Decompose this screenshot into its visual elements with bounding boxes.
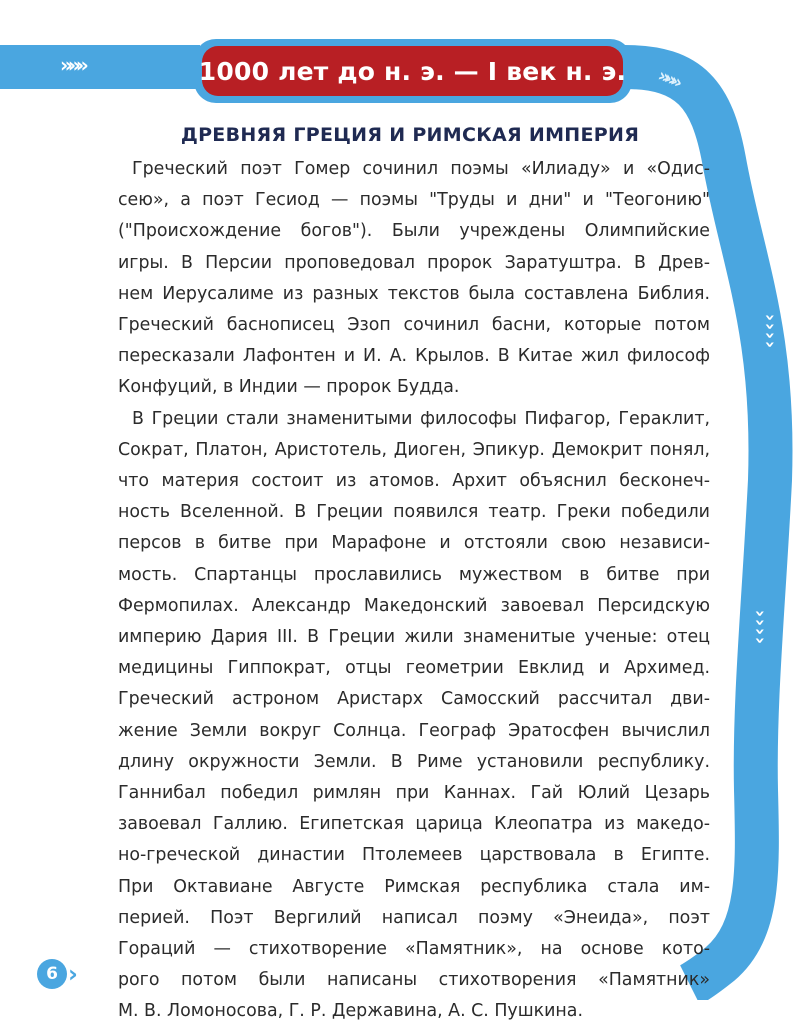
text-line: игры. В Персии проповедовал пророк Заратуштра. В Древ- (118, 252, 710, 273)
text-line: Греческий астроном Аристарх Самосский рассчитал дви- (118, 689, 710, 710)
text-line: Греческий поэт Гомер сочинил поэмы «Илиаду» и «Одис- (132, 159, 710, 179)
text-line: империю Дария III. В Греции жили знаменитые ученые: отец (118, 627, 710, 648)
text-line: мость. Спартанцы прославились мужеством в битве при (118, 564, 710, 585)
chevron-right-icon: › (68, 960, 78, 988)
text-line: перией. Поэт Вергилий написал поэму «Энеида», поэт (118, 907, 710, 928)
chevron-down-icon: › (759, 331, 781, 340)
chevron-down-icon: › (759, 322, 781, 331)
text-line: жение Земли вокруг Солнца. Географ Эратосфен вычислил (118, 720, 710, 741)
text-line: медицины Гиппократ, отцы геометрии Евклид и Архимед. (118, 658, 710, 679)
text-line: длину окружности Земли. В Риме установили республику. (118, 751, 710, 772)
text-line: Сократ, Платон, Аристотель, Диоген, Эпикур. Демокрит понял, (118, 439, 710, 460)
chevron-down-icon: › (749, 609, 771, 618)
text-line: При Октавиане Августе Римская республика стала им- (118, 876, 710, 897)
text-line: М. В. Ломоносова, Г. Р. Державина, А. С. Пушкина. (118, 1001, 583, 1022)
text-line: Греческий баснописец Эзоп сочинил басни, которые потом (118, 315, 710, 336)
down-arrows-icon (759, 313, 781, 349)
paragraph-2 (118, 404, 710, 1028)
down-arrows-icon (749, 609, 771, 645)
text-line: нем Иерусалиме из разных текстов была составлена Библия. (118, 283, 710, 304)
text-line: рого потом были написаны стихотворения «Памятник» (118, 970, 710, 991)
page-number: 6 (37, 959, 67, 989)
text-line: Гораций — стихотворение «Памятник», на основе кото- (118, 939, 710, 960)
section-heading: ДРЕВНЯЯ ГРЕЦИЯ И РИМСКАЯ ИМПЕРИЯ (180, 124, 640, 146)
text-line: ность Вселенной. В Греции появился театр. Греки победили (118, 502, 710, 523)
paragraph-1 (118, 154, 710, 404)
chevron-down-icon: › (749, 618, 771, 627)
text-line: пересказали Лафонтен и И. А. Крылов. В Китае жил философ (118, 346, 710, 367)
chevron-down-icon: › (759, 340, 781, 349)
text-line: сею», а поэт Гесиод — поэмы "Труды и дни" и "Теогонию" (118, 190, 710, 211)
text-line: но-греческой династии Птолемеев царствовала в Египте. (118, 845, 710, 866)
text-line: завоевал Галлию. Египетская царица Клеопатра из македо- (118, 814, 710, 835)
text-line: персов в битве при Марафоне и отстояли свою независи- (118, 533, 710, 554)
text-line: Фермопилах. Александр Македонский завоевал Персидскую (118, 595, 710, 616)
text-line: Ганнибал победил римлян при Каннах. Гай Юлий Цезарь (118, 783, 710, 804)
article-body (118, 154, 710, 1028)
left-arrows-icon: »»» (60, 53, 84, 77)
chevron-down-icon: › (759, 313, 781, 322)
chevron-down-icon: › (749, 627, 771, 636)
text-line: В Греции стали знаменитыми философы Пифагор, Гераклит, (132, 408, 710, 429)
chevron-down-icon: › (749, 636, 771, 645)
title-badge (198, 46, 627, 96)
right-arrows-icon: »»» (654, 65, 682, 92)
text-line: Конфуций, в Индии — пророк Будда. (118, 377, 460, 398)
text-line: ("Происхождение богов"). Были учреждены Олимпийские (118, 221, 710, 242)
text-line: что материя состоит из атомов. Архит объяснил бесконеч- (118, 471, 710, 492)
page-title: 1000 лет до н. э. — I век н. э. (198, 56, 627, 86)
